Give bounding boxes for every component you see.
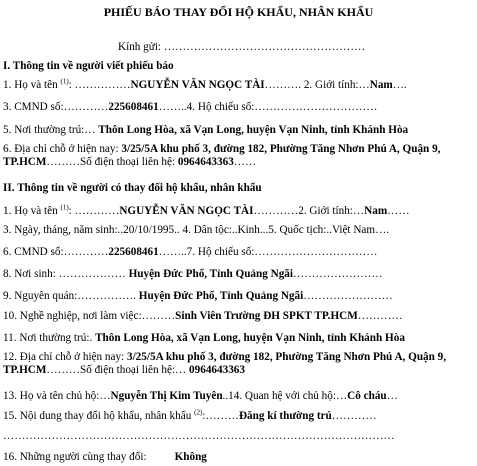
s2-co-changers: Không: [174, 451, 207, 463]
s2-phone: 0964643363: [189, 364, 245, 376]
label: 16. Những người cùng thay đổi:: [3, 451, 175, 463]
label: 12. Địa chỉ chỗ ở hiện nay:: [3, 351, 127, 363]
dots: …………: [357, 310, 403, 322]
s2-hometown: Huyện Đức Phổ, Tỉnh Quảng Ngãi: [138, 290, 304, 302]
s2-co-changers-line: [3, 451, 473, 464]
s2-current-address: 3/25/5A khu phố 3, đường 182, Phường Tăng Nhơn Phú A, Quận 9, TP.HCM: [3, 351, 447, 376]
s1-gender: Nam: [369, 79, 393, 91]
label: 10. Nghề nghiệp, nơi làm việc:………: [3, 310, 176, 322]
s2-birthplace-line: [3, 268, 473, 281]
dots: ……………………: [303, 290, 393, 302]
s2-relation: Cô cháu: [347, 390, 387, 402]
dots: ……: [233, 156, 257, 168]
section-1-heading: I. Thông tin về người viết phiếu báo: [3, 60, 174, 72]
label: 8. Nơi sinh: ………………: [3, 268, 129, 280]
dots: : ……………: [68, 79, 131, 91]
label: ..14. Quan hệ với chủ hộ:…: [222, 390, 348, 402]
label: ……..4. Hộ chiếu số:……………………………: [158, 101, 378, 113]
dots: …: [386, 390, 398, 402]
form-title: PHIẾU BÁO THAY ĐỔI HỘ KHẨU, NHÂN KHẨU: [103, 5, 374, 19]
s1-id-line: [3, 101, 473, 114]
s2-household-head-line: [3, 390, 473, 403]
s2-household-head: Nguyễn Thị Kim Tuyên: [110, 390, 223, 402]
s2-hometown-line: [3, 290, 473, 303]
label: ……..7. Hộ chiếu số:……………………………: [158, 246, 378, 258]
s1-permanent-address: Thôn Long Hòa, xã Vạn Long, huyện Vạn Ninh, tỉnh Khánh Hòa: [98, 124, 409, 136]
s2-current-address-line: [3, 351, 473, 377]
s1-permanent-address-line: [3, 124, 473, 137]
label: 5. Nơi thường trú:…: [3, 124, 99, 136]
label: 6. CMND số:…………: [3, 246, 109, 258]
label: …………2. Giới tính:…: [253, 205, 365, 217]
footnote-marker: (1): [60, 203, 69, 212]
s1-name-line: [3, 79, 473, 92]
dots: ….: [392, 79, 407, 91]
s1-current-address-line: [3, 143, 473, 169]
s2-change-content-continuation: ……………………………………………………………………………………………: [3, 430, 395, 442]
label: 1. Họ và tên: [3, 205, 61, 217]
addressee-line: Kính gửi: ………………………………………………: [118, 41, 366, 53]
s2-permanent-address-line: [3, 332, 473, 345]
s2-id-line: [3, 246, 473, 259]
s1-id-number: 225608461: [108, 101, 159, 113]
s2-birth-ethnicity-nationality-line: 3. Ngày, tháng, năm sinh:..20/10/1995.. 4. Dân tộc:..Kinh...5. Quốc tịch:..Việt Nam….: [3, 224, 390, 236]
s2-occupation-line: [3, 310, 473, 323]
s2-permanent-address: Thôn Long Hòa, xã Vạn Long, huyện Vạn Ninh, tỉnh Khánh Hòa: [95, 332, 405, 344]
dots: ……………………: [293, 268, 383, 280]
dots: : …………: [68, 205, 120, 217]
section-2-heading: II. Thông tin về người có thay đổi hộ khẩu, nhân khẩu: [3, 182, 262, 194]
s2-id-number: 225608461: [108, 246, 159, 258]
footnote-marker: (2): [194, 408, 203, 417]
label: 6. Địa chỉ chỗ ở hiện nay:: [3, 143, 122, 155]
dots: :………: [202, 410, 239, 422]
footnote-marker: (1): [60, 77, 69, 86]
s2-occupation: Sinh Viên Trường ĐH SPKT TP.HCM: [175, 310, 358, 322]
label: 13. Họ và tên chủ hộ:…: [3, 390, 111, 402]
s2-gender: Nam: [364, 205, 388, 217]
label: ………Số điện thoại liên hệ:…: [46, 364, 190, 376]
label: 9. Nguyên quán:…………….: [3, 290, 139, 302]
label: 11. Nơi thường trú:.: [3, 332, 96, 344]
s2-full-name: NGUYỄN VĂN NGỌC TÀI: [119, 205, 254, 217]
label: 1. Họ và tên: [3, 79, 61, 91]
s1-phone: 0964643363: [177, 156, 234, 168]
s2-change-content-line: [3, 410, 473, 423]
s2-name-line: [3, 205, 473, 218]
dots: ……: [387, 205, 410, 217]
label: 15. Nội dung thay đổi hộ khẩu, nhân khẩu: [3, 410, 195, 422]
s1-full-name: NGUYỄN VĂN NGỌC TÀI: [130, 79, 265, 91]
s2-birthplace: Huyện Đức Phổ, Tỉnh Quảng Ngãi: [128, 268, 293, 280]
label: 3. CMND số:…………: [3, 101, 109, 113]
label: ………. 2. Giới tính:…: [264, 79, 370, 91]
label: ………Số điện thoại liên hệ:: [46, 156, 178, 168]
s1-current-address: 3/25/5A khu phố 3, đường 182, Phường Tăng Nhơn Phú A, Quận 9, TP.HCM: [3, 143, 441, 168]
dots: …………: [331, 410, 377, 422]
s2-change-content: Đăng kí thường trú: [238, 410, 332, 422]
